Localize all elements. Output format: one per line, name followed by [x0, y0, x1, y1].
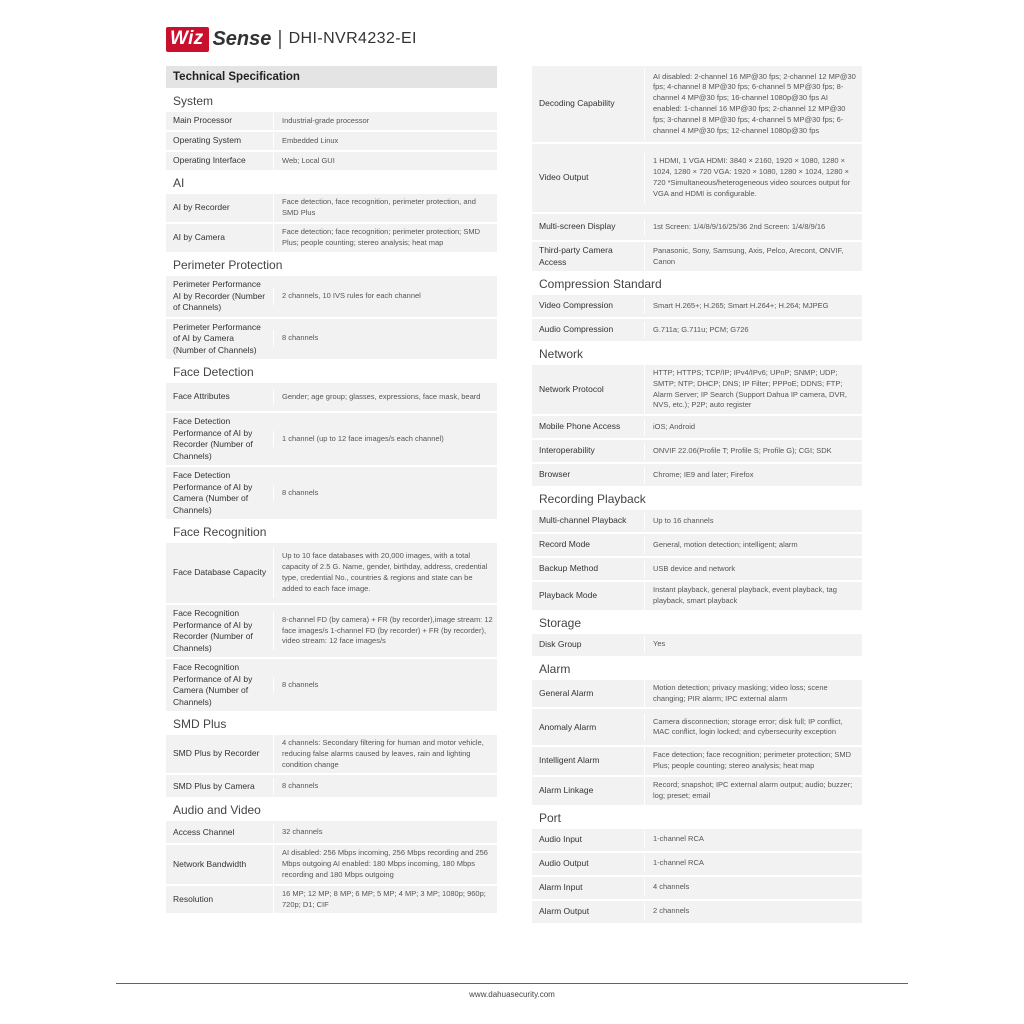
spec-row	[166, 775, 497, 797]
spec-row	[166, 112, 497, 130]
spec-row	[166, 821, 497, 843]
brand-logo-sense: Sense	[212, 28, 272, 50]
spec-value: Face detection; face recognition; perimeter protection; SMD Plus; people counting; stereo analysis; heat map	[273, 224, 497, 252]
spec-row	[166, 276, 497, 317]
spec-label: Video Output	[539, 172, 589, 183]
spec-label: Face Detection Performance of AI by Recorder (Number of Channels)	[173, 416, 253, 461]
spec-value: Face detection; face recognition; perimeter protection; SMD Plus; people counting; stereo analysis; heat map	[644, 747, 862, 775]
spec-row	[532, 510, 862, 532]
spec-row	[532, 319, 862, 341]
right-column	[532, 66, 862, 925]
spec-value: Industrial-grade processor	[273, 113, 497, 130]
section-title: Perimeter Protection	[173, 258, 283, 272]
section-title: Face Detection	[173, 365, 254, 379]
spec-label: Operating System	[173, 135, 242, 146]
spec-value: Web; Local GUI	[273, 153, 497, 170]
spec-value: 8-channel FD (by camera) + FR (by recorder),image stream: 12 face images/s 1-channel FD (by recorder) + FR (by recorder), video stream: 12 face images/s	[273, 612, 497, 650]
spec-row	[166, 845, 497, 883]
spec-value: iOS; Android	[644, 419, 862, 436]
spec-label: Resolution	[173, 893, 214, 904]
spec-row	[532, 853, 862, 875]
spec-value: 8 channels	[273, 778, 497, 795]
spec-label: Face Detection Performance of AI by Camera (Number of Channels)	[173, 470, 253, 515]
spec-value: AI disabled: 256 Mbps incoming, 256 Mbps recording and 256 Mbps outgoing AI enabled: 180 Mbps incoming, 180 Mbps recording and 180 Mbps outgoing	[273, 845, 497, 883]
spec-value: Embedded Linux	[273, 133, 497, 150]
spec-row	[166, 735, 497, 773]
spec-row	[532, 709, 862, 745]
spec-row	[532, 829, 862, 851]
spec-label: Multi-channel Playback	[539, 515, 627, 526]
spec-row	[166, 467, 497, 519]
section-title: SMD Plus	[173, 717, 227, 731]
spec-label: Browser	[539, 469, 571, 480]
spec-row	[532, 295, 862, 317]
spec-value: G.711a; G.711u; PCM; G726	[644, 322, 862, 339]
spec-label: Anomaly Alarm	[539, 721, 597, 732]
spec-label: Main Processor	[173, 115, 233, 126]
spec-value: 1 channel (up to 12 face images/s each channel)	[273, 431, 497, 448]
spec-row	[532, 242, 862, 271]
spec-label: Face Recognition Performance of AI by Recorder (Number of Channels)	[173, 608, 253, 653]
spec-value: Smart H.265+; H.265; Smart H.264+; H.264; MJPEG	[644, 298, 862, 315]
spec-label: Face Database Capacity	[173, 567, 267, 578]
spec-value: Instant playback, general playback, event playback, tag playback, smart playback	[644, 582, 862, 610]
brand-logo-wiz: Wiz	[166, 27, 209, 52]
spec-value: 2 channels	[644, 903, 862, 920]
spec-value: Chrome; IE9 and later; Firefox	[644, 467, 862, 484]
section-title: Audio and Video	[173, 803, 261, 818]
spec-value: Yes	[644, 636, 862, 653]
spec-value: Record; snapshot; IPC external alarm output; audio; buzzer; log; preset; email	[644, 777, 862, 805]
spec-row	[532, 416, 862, 438]
spec-value: General, motion detection; intelligent; alarm	[644, 537, 862, 554]
footer-divider	[116, 983, 908, 984]
right-spec-sections	[532, 66, 862, 923]
spec-value: Face detection, face recognition, perimeter protection, and SMD Plus	[273, 194, 497, 222]
spec-row	[532, 634, 862, 656]
spec-label: Playback Mode	[539, 590, 598, 601]
spec-row	[166, 543, 497, 603]
spec-row	[532, 534, 862, 556]
spec-label: AI by Recorder	[173, 202, 230, 213]
spec-row	[532, 877, 862, 899]
spec-row	[166, 659, 497, 711]
spec-value: 1-channel RCA	[644, 855, 862, 872]
left-column	[166, 66, 497, 915]
spec-value: Gender; age group; glasses, expressions, face mask, beard	[273, 389, 497, 406]
section-title: Recording Playback	[539, 492, 646, 507]
spec-row	[532, 558, 862, 580]
spec-value: 4 channels	[644, 879, 862, 896]
spec-label: Face Recognition Performance of AI by Camera (Number of Channels)	[173, 662, 253, 707]
spec-label: Network Protocol	[539, 383, 604, 394]
spec-label: Perimeter Performance AI by Recorder (Number of Channels)	[173, 279, 266, 312]
spec-label: Access Channel	[173, 826, 235, 837]
header-separator: |	[277, 28, 283, 50]
spec-label: SMD Plus by Camera	[173, 780, 255, 791]
spec-row	[166, 886, 497, 914]
document-header	[166, 24, 417, 54]
spec-label: Video Compression	[539, 300, 614, 311]
spec-label: Audio Input	[539, 833, 583, 844]
spec-value: ONVIF 22.06(Profile T; Profile S; Profile G); CGI; SDK	[644, 443, 862, 460]
spec-row	[532, 747, 862, 775]
spec-row	[532, 582, 862, 610]
spec-label: Decoding Capability	[539, 98, 615, 109]
spec-value: HTTP; HTTPS; TCP/IP; IPv4/IPv6; UPnP; SNMP; UDP; SMTP; NTP; DHCP; DNS; IP Filter; PPPoE; DDNS; FTP; Alarm Server; IP Search (Support Dahua IP camera, DVR, NVS, etc.); P2P; auto register	[644, 365, 862, 414]
spec-row	[532, 901, 862, 923]
spec-row	[532, 214, 862, 240]
spec-label: Backup Method	[539, 563, 599, 574]
spec-value: 32 channels	[273, 824, 497, 841]
spec-value: 1-channel RCA	[644, 831, 862, 848]
spec-row	[166, 152, 497, 170]
section-title: Port	[539, 810, 562, 825]
spec-label: Alarm Linkage	[539, 785, 594, 796]
spec-label: SMD Plus by Recorder	[173, 748, 260, 759]
footer-url: www.dahuasecurity.com	[469, 990, 555, 999]
spec-row	[532, 777, 862, 805]
section-title: Face Recognition	[173, 525, 267, 539]
spec-value: 4 channels: Secondary filtering for human and motor vehicle, reducing false alarms caused by leaves, rain and lighting condition change	[273, 735, 497, 773]
spec-label: AI by Camera	[173, 232, 225, 243]
spec-label: Alarm Output	[539, 905, 590, 916]
spec-value: 8 channels	[273, 330, 497, 347]
section-title: Network	[539, 347, 584, 361]
spec-value: AI disabled: 2-channel 16 MP@30 fps; 2-channel 12 MP@30 fps; 4-channel 8 MP@30 fps; 6-channel 5 MP@30 fps; 8-channel 4 MP@30 fps; 16-channel 1080p@30 fps AI enabled: 1-channel 16 MP@30 fps; 2-channel 12 MP@30 fps; 3-channel 8 MP@30 fps; 4-channel 5 MP@30 fps; 6-channel 4 MP@30 fps; 12-channel 1080p@30 fps	[644, 69, 862, 140]
spec-row	[166, 413, 497, 465]
spec-title: Technical Specification	[166, 66, 497, 88]
spec-value: Motion detection; privacy masking; video loss; scene changing; PIR alarm; IPC external alarm	[644, 680, 862, 708]
spec-row	[532, 365, 862, 414]
spec-value: 8 channels	[273, 485, 497, 502]
spec-value: Panasonic, Sony, Samsung, Axis, Pelco, Arecont, ONVIF, Canon	[644, 243, 862, 271]
spec-label: General Alarm	[539, 687, 594, 698]
section-title: AI	[173, 176, 185, 190]
spec-label: Operating Interface	[173, 155, 246, 166]
spec-value: Camera disconnection; storage error; disk full; IP conflict, MAC conflict, login locked; and cybersecurity exception	[644, 714, 862, 742]
spec-label: Intelligent Alarm	[539, 755, 600, 766]
spec-value: USB device and network	[644, 561, 862, 578]
spec-label: Perimeter Performance of AI by Camera (Number of Channels)	[173, 321, 261, 355]
spec-row	[166, 605, 497, 657]
spec-row	[166, 319, 497, 360]
spec-row	[532, 144, 862, 212]
spec-label: Disk Group	[539, 639, 582, 650]
spec-row	[532, 66, 862, 142]
spec-label: Record Mode	[539, 539, 591, 550]
model-number: DHI-NVR4232-EI	[288, 30, 417, 47]
spec-label: Alarm Input	[539, 881, 583, 892]
spec-value: 1st Screen: 1/4/8/9/16/25/36 2nd Screen: 1/4/8/9/16	[644, 219, 862, 236]
spec-value: 16 MP; 12 MP; 8 MP; 6 MP; 5 MP; 4 MP; 3 MP; 1080p; 960p; 720p; D1; CIF	[273, 886, 497, 914]
spec-label: Mobile Phone Access	[539, 421, 621, 432]
spec-label: Face Attributes	[173, 391, 230, 402]
spec-label: Multi-screen Display	[539, 221, 616, 232]
spec-label: Third-party Camera Access	[539, 245, 613, 267]
spec-row	[166, 224, 497, 252]
spec-label: Interoperability	[539, 445, 595, 456]
spec-row	[166, 194, 497, 222]
spec-row	[532, 440, 862, 462]
spec-value: 2 channels, 10 IVS rules for each channel	[273, 288, 497, 305]
left-spec-sections	[166, 90, 497, 913]
spec-value: Up to 10 face databases with 20,000 images, with a total capacity of 2.5 G. Name, gender, birthday, address, credential type, credential No., countries & regions and state can be added to each face image.	[273, 548, 497, 597]
spec-label: Audio Compression	[539, 324, 614, 335]
spec-value: 8 channels	[273, 677, 497, 694]
spec-label: Network Bandwidth	[173, 858, 247, 869]
spec-label: Audio Output	[539, 857, 589, 868]
spec-row	[532, 680, 862, 708]
section-title: Alarm	[539, 661, 571, 676]
spec-row	[532, 464, 862, 486]
section-title: Storage	[539, 615, 582, 630]
spec-value: 1 HDMI, 1 VGA HDMI: 3840 × 2160, 1920 × 1080, 1280 × 1024, 1280 × 720 VGA: 1920 × 1080, 1280 × 1024, 1280 × 720 *Simultaneous/heterogeneous video sources output for VGA and HDMI is configurable.	[644, 153, 862, 202]
spec-row	[166, 383, 497, 411]
section-title: Compression Standard	[539, 277, 662, 291]
spec-row	[166, 132, 497, 150]
spec-value: Up to 16 channels	[644, 513, 862, 530]
section-title: System	[173, 94, 214, 108]
